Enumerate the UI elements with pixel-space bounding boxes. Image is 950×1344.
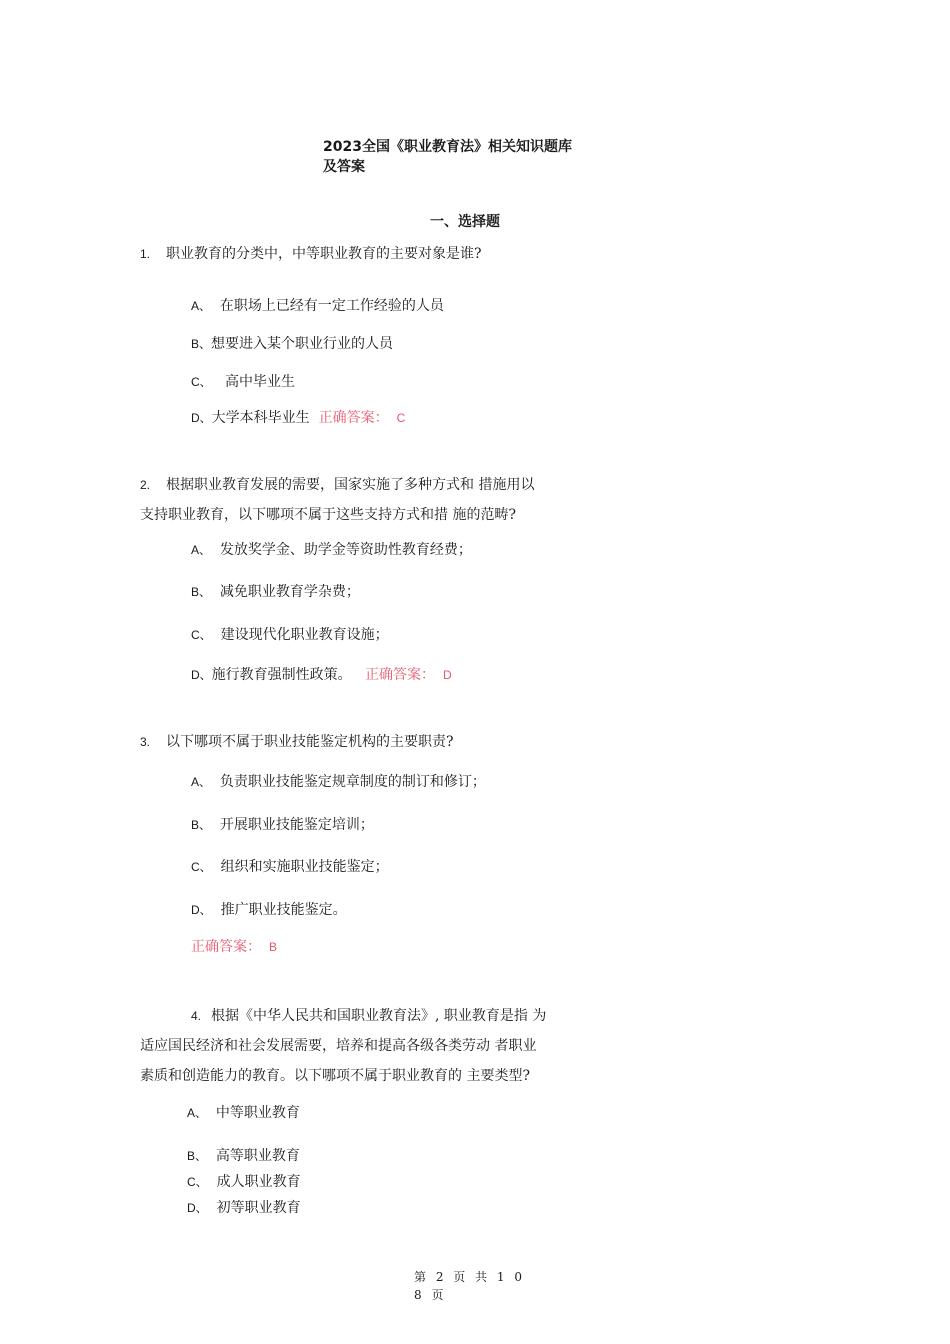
question-number: 2. — [140, 478, 151, 492]
option-text: 开展职业技能鉴定培训； — [219, 817, 374, 833]
option-text: 组织和实施职业技能鉴定； — [220, 859, 389, 875]
option-text: 高中毕业生 — [225, 374, 296, 390]
option-letter: A、 — [191, 299, 212, 313]
document-title — [323, 137, 572, 177]
option-text: 成人职业教育 — [216, 1174, 301, 1190]
option-letter: C、 — [187, 1175, 208, 1189]
option-text: 想要进入某个职业行业的人员 — [211, 336, 394, 352]
answer-label: 正确答案： — [318, 410, 389, 426]
question-text-line-2: 适应国民经济和社会发展需要，培养和提高各级各类劳动 者职业 — [140, 1038, 537, 1054]
page-footer: 第 2 页 共 1 0 8 页 — [414, 1270, 525, 1302]
option-2a — [191, 539, 472, 559]
option-text: 负责职业技能鉴定规章制度的制订和修订； — [219, 774, 486, 790]
option-text: 建设现代化职业教育设施； — [220, 627, 389, 643]
question-number: 4. — [191, 1009, 202, 1023]
option-4a — [187, 1102, 300, 1122]
option-2c — [191, 624, 389, 644]
option-3a — [191, 771, 486, 791]
option-4b — [187, 1145, 300, 1165]
option-text: 中等职业教育 — [215, 1105, 300, 1121]
option-letter: B、 — [191, 818, 212, 832]
option-letter: B、 — [191, 585, 212, 599]
answer-value: C — [396, 411, 406, 425]
question-number: 3. — [140, 735, 151, 749]
option-4c — [187, 1171, 301, 1191]
option-3b — [191, 814, 374, 834]
option-letter: D、 — [191, 903, 212, 917]
option-letter: A、 — [187, 1106, 208, 1120]
option-3c — [191, 856, 389, 876]
option-1b — [191, 333, 393, 353]
question-text-line-3: 素质和创造能力的教育。以下哪项不属于职业教育的 主要类型? — [140, 1068, 530, 1084]
question-text: 职业教育的分类中，中等职业教育的主要对象是谁? — [166, 246, 482, 262]
option-text: 施行教育强制性政策。 — [211, 667, 352, 683]
option-text: 初等职业教育 — [216, 1200, 301, 1216]
option-4d — [187, 1197, 301, 1217]
option-3d — [191, 899, 347, 919]
question-3-text — [140, 732, 454, 752]
option-2d — [191, 664, 452, 684]
option-text: 高等职业教育 — [215, 1148, 300, 1164]
answer-2 — [365, 667, 452, 683]
option-letter: C、 — [191, 860, 212, 874]
answer-1 — [319, 410, 406, 426]
option-2b — [191, 581, 360, 601]
answer-label: 正确答案： — [365, 667, 436, 683]
option-text: 大学本科毕业生 — [211, 410, 310, 426]
question-text-line-2: 支持职业教育，以下哪项不属于这些支持方式和措 施的范畴? — [140, 507, 516, 523]
question-number: 1. — [140, 247, 151, 261]
answer-value: B — [269, 940, 278, 954]
option-text: 推广职业技能鉴定。 — [220, 902, 347, 918]
option-text: 发放奖学金、助学金等资助性教育经费； — [219, 542, 472, 558]
question-text-line-1: 根据职业教育发展的需要，国家实施了多种方式和 措施用以 — [166, 477, 535, 493]
question-text-line-1: 根据《中华人民共和国职业教育法》, 职业教育是指 为 — [211, 1008, 547, 1024]
question-4-text — [140, 1006, 546, 1086]
answer-3 — [191, 936, 277, 956]
option-letter: C、 — [191, 628, 212, 642]
option-letter: B、 — [187, 1149, 208, 1163]
option-letter: D、 — [191, 411, 212, 425]
option-letter: C、 — [191, 375, 212, 389]
answer-value: D — [443, 668, 452, 682]
option-letter: D、 — [191, 668, 212, 682]
title-line-1: 2023全国《职业教育法》相关知识题库 — [323, 139, 572, 155]
option-letter: A、 — [191, 543, 212, 557]
question-1-text — [140, 244, 482, 264]
option-letter: A、 — [191, 775, 212, 789]
question-2-text — [140, 475, 534, 525]
option-text: 在职场上已经有一定工作经验的人员 — [219, 298, 444, 314]
title-line-2: 及答案 — [323, 159, 365, 175]
answer-label: 正确答案： — [191, 939, 261, 955]
option-1c — [191, 371, 295, 391]
question-text: 以下哪项不属于职业技能鉴定机构的主要职责? — [166, 734, 454, 750]
section-heading: 一、选择题 — [430, 214, 500, 230]
option-text: 减免职业教育学杂费； — [219, 584, 360, 600]
option-1d — [191, 407, 405, 427]
option-letter: B、 — [191, 337, 212, 351]
option-letter: D、 — [187, 1201, 208, 1215]
option-1a — [191, 295, 444, 315]
